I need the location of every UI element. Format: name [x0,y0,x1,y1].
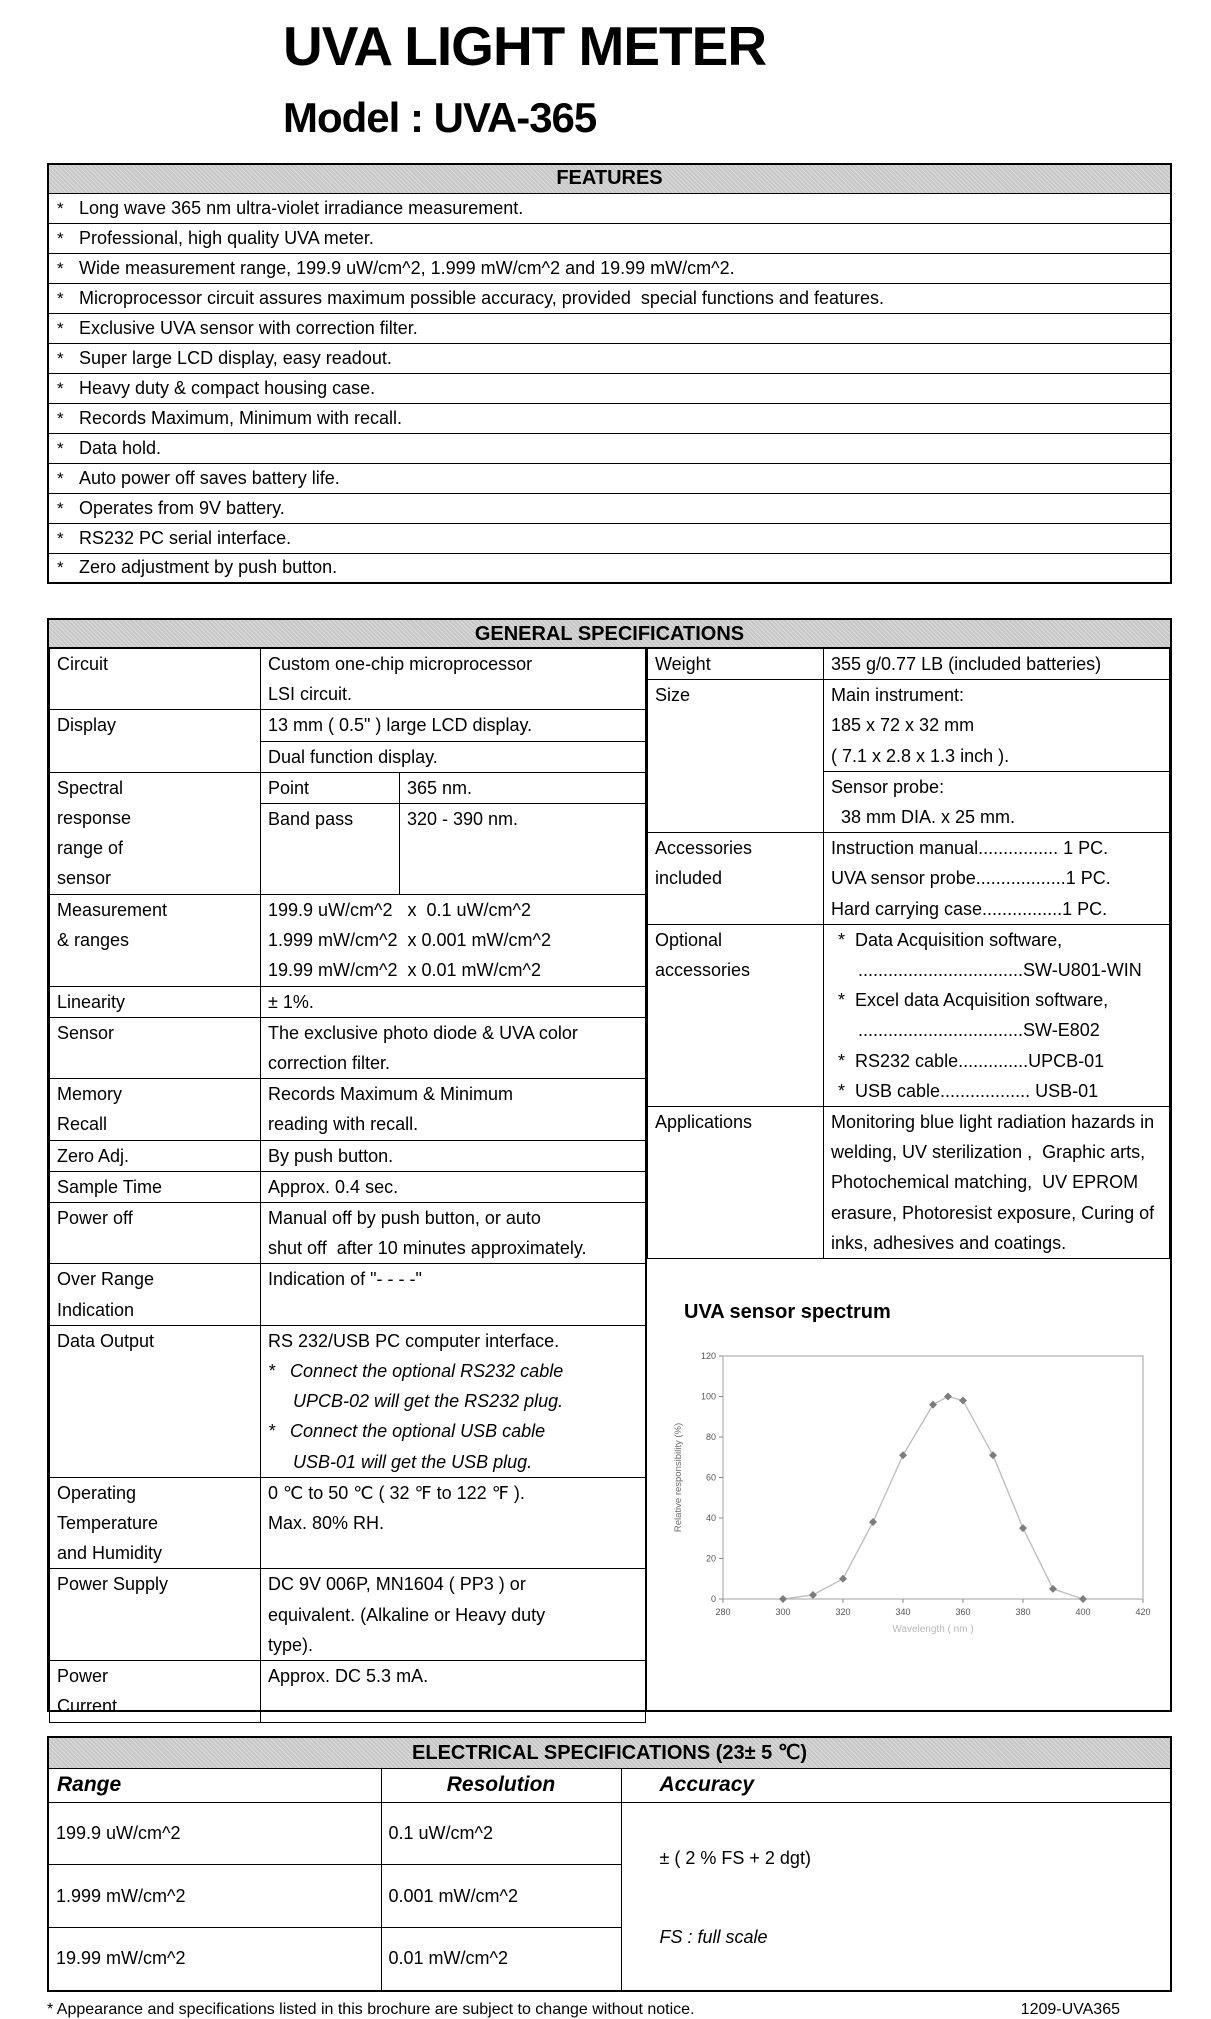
svg-text:100: 100 [700,1391,716,1402]
spec-row-data-output [50,1325,646,1477]
feature-bullet: * [57,378,64,398]
spec-value: Approx. DC 5.3 mA. [261,1661,646,1722]
range-cell: 199.9 uW/cm^2 [48,1802,381,1865]
document-code: 1209-UVA365 [1020,2000,1120,2018]
feature-text: Professional, high quality UVA meter. [79,227,374,248]
chart-title: UVA sensor spectrum [684,1301,891,1324]
feature-text: Long wave 365 nm ultra-violet irradiance measurement. [79,197,524,218]
feature-row [48,253,1171,283]
spec-value: Monitoring blue light radiation hazards in welding, UV sterilization , Graphic arts, Photochemical matching, UV EPROM erasure, Photoresist exposure, Curing of inks, adhesives and coatings. [824,1107,1170,1259]
spec-row-sensor [50,1017,646,1078]
spec-label: Weight [648,649,824,680]
general-specifications-header: GENERAL SPECIFICATIONS [49,620,1170,648]
feature-bullet: * [57,348,64,368]
feature-row [48,403,1171,433]
spec-row-power-supply [50,1569,646,1661]
feature-row [48,343,1171,373]
feature-row [48,463,1171,493]
spec-label: Accessories included [648,833,824,925]
features-table [47,163,1172,584]
column-header-range: Range [48,1768,381,1802]
feature-text: RS232 PC serial interface. [79,527,292,548]
feature-row [48,523,1171,553]
spec-row-circuit [50,649,646,710]
feature-bullet: * [57,228,64,248]
feature-text: Exclusive UVA sensor with correction filter. [79,317,418,338]
spec-value: Indication of "- - - -" [261,1264,646,1325]
spec-value: DC 9V 006P, MN1604 ( PP3 ) or equivalent. (Alkaline or Heavy duty type). [261,1569,646,1661]
feature-text: Operates from 9V battery. [79,497,285,518]
svg-text:Wavelength ( nm ): Wavelength ( nm ) [892,1624,974,1636]
svg-text:20: 20 [705,1553,716,1564]
spec-value: Manual off by push button, or auto shut off after 10 minutes approximately. [261,1203,646,1264]
spec-row-applications [648,1107,1170,1259]
feature-row [48,433,1171,463]
svg-text:40: 40 [705,1513,716,1524]
feature-row [48,493,1171,523]
general-spec-right-table [647,648,1170,1259]
spec-value: By push button. [261,1140,646,1171]
spec-value: Dual function display. [261,741,646,772]
feature-bullet: * [57,318,64,338]
resolution-cell: 0.1 uW/cm^2 [381,1802,621,1865]
column-header-accuracy: Accuracy [621,1768,1171,1802]
svg-text:300: 300 [775,1607,791,1618]
spec-label: Power Supply [50,1569,261,1661]
spec-value: Main instrument: 185 x 72 x 32 mm ( 7.1 x 2.8 x 1.3 inch ). [824,680,1170,772]
spec-label: Power off [50,1203,261,1264]
feature-text: Zero adjustment by push button. [79,557,338,578]
spec-value: 0 ℃ to 50 ℃ ( 32 ℉ to 122 ℉ ). Max. 80% RH. [261,1477,646,1569]
feature-text: Auto power off saves battery life. [79,467,340,488]
range-cell: 19.99 mW/cm^2 [48,1928,381,1991]
spec-label: Circuit [50,649,261,710]
feature-bullet: * [57,198,64,218]
accuracy-cell: ± ( 2 % FS + 2 dgt) FS : full scale [621,1802,1171,1991]
electrical-specifications-table [47,1736,1172,1992]
spec-row-display [50,710,646,741]
feature-text: Data hold. [79,437,162,458]
feature-text: Microprocessor circuit assures maximum possible accuracy, provided special functions and features. [79,287,884,308]
spec-row-over-range [50,1264,646,1325]
feature-text: Wide measurement range, 199.9 uW/cm^2, 1.999 mW/cm^2 and 19.99 mW/cm^2. [79,257,735,278]
footer [47,2001,1172,2019]
feature-row [48,223,1171,253]
electrical-column-headers [48,1768,1171,1802]
svg-text:400: 400 [1075,1607,1091,1618]
svg-text:Relative responsibility (%): Relative responsibility (%) [673,1422,684,1533]
svg-text:120: 120 [700,1351,716,1362]
page-title: UVA LIGHT METER [283,15,767,77]
svg-text:280: 280 [715,1607,731,1618]
spec-subvalue: 320 - 390 nm. [399,804,645,895]
spec-label: Sensor [50,1017,261,1078]
svg-text:340: 340 [895,1607,911,1618]
spec-label: Optional accessories [648,924,824,1106]
spec-label: Power Current [50,1661,261,1722]
svg-text:360: 360 [955,1607,971,1618]
spec-value: Instruction manual................ 1 PC. UVA sensor probe..................1 PC. Hard carrying case................1 PC. [824,833,1170,925]
spec-label: Over Range Indication [50,1264,261,1325]
spec-row-optional [648,924,1170,1106]
spec-label: Zero Adj. [50,1140,261,1171]
footer-note: * Appearance and specifications listed in this brochure are subject to change without notice. [47,2000,695,2018]
spec-subkey: Band pass [261,804,400,895]
electrical-header: ELECTRICAL SPECIFICATIONS (23± 5 ℃) [48,1737,1171,1768]
general-specifications-section [47,618,1172,1717]
sensor-spectrum-svg [665,1344,1170,1640]
feature-bullet: * [57,468,64,488]
spec-value: Sensor probe: 38 mm DIA. x 25 mm. [824,771,1170,832]
svg-text:60: 60 [705,1472,716,1483]
electrical-row [48,1802,1171,1865]
spec-value: RS 232/USB PC computer interface. * Connect the optional RS232 cable UPCB-02 will get the RS232 plug. * Connect the optional USB cable USB-01 will get the USB plug. [261,1325,646,1477]
spec-value: 13 mm ( 0.5" ) large LCD display. [261,710,646,741]
feature-text: Super large LCD display, easy readout. [79,347,392,368]
spec-label: Spectral response range of sensor [50,772,261,894]
svg-text:0: 0 [710,1594,716,1605]
spec-label: Applications [648,1107,824,1259]
column-header-resolution: Resolution [381,1768,621,1802]
spec-row-linearity [50,986,646,1017]
spec-row-sample-time [50,1171,646,1202]
feature-bullet: * [57,528,64,548]
spec-row-spectral [50,772,646,803]
features-header: FEATURES [48,164,1171,193]
spec-label: Size [648,680,824,833]
feature-row [48,553,1171,583]
spec-label: Data Output [50,1325,261,1477]
spec-row-accessories [648,833,1170,925]
model-title: Model : UVA-365 [283,94,597,141]
feature-bullet: * [57,288,64,308]
spec-subkey: Point [261,772,400,803]
spec-value: 199.9 uW/cm^2 x 0.1 uW/cm^2 1.999 mW/cm^2 x 0.001 mW/cm^2 19.99 mW/cm^2 x 0.01 mW/cm^2 [261,895,646,987]
spec-label: Operating Temperature and Humidity [50,1477,261,1569]
feature-row [48,313,1171,343]
svg-text:320: 320 [835,1607,851,1618]
general-spec-left-table [49,648,646,1723]
spec-label: Display [50,710,261,772]
spec-value: Approx. 0.4 sec. [261,1171,646,1202]
feature-row [48,193,1171,223]
feature-bullet: * [57,498,64,518]
spec-subvalue: 365 nm. [399,772,645,803]
feature-text: Records Maximum, Minimum with recall. [79,407,403,428]
spec-value: Records Maximum & Minimum reading with recall. [261,1079,646,1140]
spec-value: Custom one-chip microprocessor LSI circuit. [261,649,646,710]
feature-row [48,373,1171,403]
spec-row-zero-adj [50,1140,646,1171]
feature-text: Heavy duty & compact housing case. [79,377,376,398]
spec-row-power-off [50,1203,646,1264]
range-cell: 1.999 mW/cm^2 [48,1865,381,1928]
spec-row-memory-recall [50,1079,646,1140]
resolution-cell: 0.01 mW/cm^2 [381,1928,621,1991]
feature-bullet: * [57,438,64,458]
spec-label: Memory Recall [50,1079,261,1140]
spec-row-size [648,680,1170,772]
spec-value: The exclusive photo diode & UVA color correction filter. [261,1017,646,1078]
spec-label: Measurement & ranges [50,895,261,987]
spec-label: Sample Time [50,1171,261,1202]
spec-row-operating-temp [50,1477,646,1569]
feature-bullet: * [57,258,64,278]
svg-text:380: 380 [1015,1607,1031,1618]
spec-row-power-current [50,1661,646,1722]
spec-value: 355 g/0.77 LB (included batteries) [824,649,1170,680]
feature-row [48,283,1171,313]
general-spec-right [646,648,1170,1710]
spec-value: ± 1%. [261,986,646,1017]
svg-text:420: 420 [1135,1607,1151,1618]
spec-label: Linearity [50,986,261,1017]
spec-value: * Data Acquisition software, .................................SW-U801-WIN * Excel data Acquisition software, .................................SW-E802 * RS232 cable..............UPCB-01 * USB cable.................. USB-01 [824,924,1170,1106]
feature-bullet: * [57,558,64,578]
spec-row-measurement [50,895,646,987]
resolution-cell: 0.001 mW/cm^2 [381,1865,621,1928]
spec-row-weight [648,649,1170,680]
svg-text:80: 80 [705,1432,716,1443]
feature-bullet: * [57,408,64,428]
sensor-spectrum-chart [647,1301,1170,1754]
